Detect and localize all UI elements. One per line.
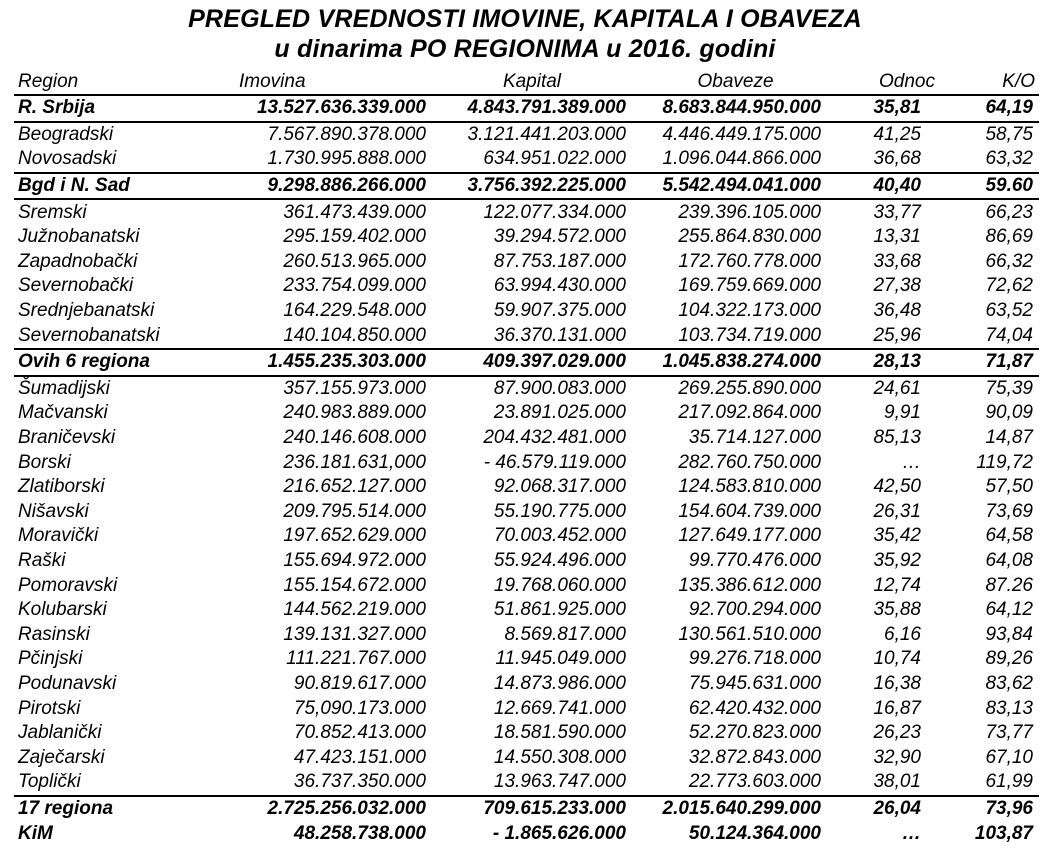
cell-region: 17 regiona — [18, 797, 114, 819]
table-row — [14, 225, 1039, 250]
cell-obaveze: 282.760.750.000 — [678, 451, 821, 473]
cell-ko: 89,26 — [985, 648, 1033, 670]
cell-kapital: 14.873.986.000 — [493, 672, 626, 694]
cell-region: Podunavski — [18, 672, 117, 694]
cell-imovina: 2.725.256.032.000 — [267, 797, 426, 819]
cell-imovina: 209.795.514.000 — [283, 500, 426, 522]
cell-imovina: 90.819.617.000 — [293, 672, 426, 694]
cell-odnoc: 13,31 — [873, 226, 921, 248]
cell-region: Pirotski — [18, 697, 81, 719]
cell-odnoc: 26,23 — [873, 722, 921, 744]
cell-odnoc: 26,31 — [873, 500, 921, 522]
cell-obaveze: 4.446.449.175.000 — [662, 123, 821, 145]
cell-kapital: 12.669.741.000 — [493, 697, 626, 719]
cell-region: Nišavski — [18, 500, 89, 522]
cell-region: Rasinski — [18, 623, 90, 645]
table-row — [14, 500, 1039, 525]
cell-obaveze: 8.683.844.950.000 — [632, 95, 839, 122]
cell-odnoc: 26,04 — [873, 797, 921, 819]
cell-region: Mačvanski — [18, 402, 108, 424]
cell-ko: 93,84 — [985, 623, 1033, 645]
table-row — [14, 349, 1039, 376]
table-row — [14, 573, 1039, 598]
cell-imovina: 236.181.631,000 — [283, 451, 426, 473]
cell-imovina: 295.159.402.000 — [283, 226, 426, 248]
table-row — [14, 122, 1039, 148]
table-row — [14, 475, 1039, 500]
table-row — [14, 323, 1039, 349]
cell-kapital: 19.768.060.000 — [493, 574, 626, 596]
cell-ko: 63,52 — [985, 300, 1033, 322]
cell-region: Raški — [18, 549, 66, 571]
cell-region: Bgd i N. Sad — [14, 173, 219, 200]
cell-obaveze: 99.276.718.000 — [688, 648, 821, 670]
cell-odnoc: 35,81 — [839, 95, 939, 122]
title-line-2: u dinarima PO REGIONIMA u 2016. godini — [274, 35, 776, 63]
cell-odnoc: 35,92 — [873, 549, 921, 571]
cell-kapital: 87.900.083.000 — [493, 377, 626, 399]
cell-imovina: 1.730.995.888.000 — [219, 147, 432, 173]
header-kapital: Kapital — [432, 70, 632, 95]
cell-obaveze: 22.773.603.000 — [632, 770, 839, 796]
cell-region: R. Srbija — [14, 95, 219, 122]
cell-region: Jablanički — [18, 722, 102, 744]
title-line-1: PREGLED VREDNOSTI IMOVINE, KAPITALA I OBAVEZA — [188, 5, 862, 33]
cell-obaveze: 103.734.719.000 — [632, 323, 839, 349]
cell-kapital: 3.121.441.203.000 — [467, 123, 626, 145]
cell-odnoc: 6,16 — [884, 623, 921, 645]
cell-kapital: 709.615.233.000 — [483, 797, 626, 819]
cell-obaveze: 172.760.778.000 — [678, 250, 821, 272]
cell-imovina: 36.737.350.000 — [219, 770, 432, 796]
cell-odnoc: 28,13 — [839, 349, 939, 376]
cell-ko: 58,75 — [985, 123, 1033, 145]
cell-ko: 73,77 — [985, 722, 1033, 744]
cell-imovina: 260.513.965.000 — [283, 250, 426, 272]
cell-region: Novosadski — [14, 147, 219, 173]
cell-ko: 64,19 — [939, 95, 1039, 122]
cell-obaveze: 32.872.843.000 — [688, 746, 821, 768]
cell-kapital: 11.945.049.000 — [495, 648, 626, 670]
cell-imovina: 7.567.890.378.000 — [267, 123, 426, 145]
cell-kapital: 4.843.791.389.000 — [432, 95, 632, 122]
header-obaveze: Obaveze — [632, 70, 839, 95]
cell-kapital: 59.907.375.000 — [493, 300, 626, 322]
cell-odnoc: 16,87 — [873, 697, 921, 719]
cell-odnoc: 25,96 — [839, 323, 939, 349]
header-ko: K/O — [939, 70, 1039, 95]
table-row — [14, 450, 1039, 475]
cell-kapital: 55.190.775.000 — [493, 500, 626, 522]
cell-imovina: 111.221.767.000 — [286, 648, 426, 670]
cell-odnoc: 10,74 — [873, 648, 921, 670]
cell-imovina: 47.423.151.000 — [293, 746, 426, 768]
cell-imovina: 140.104.850.000 — [219, 323, 432, 349]
cell-ko: 63,32 — [939, 147, 1039, 173]
table-row — [14, 745, 1039, 770]
cell-imovina: 70.852.413.000 — [293, 722, 426, 744]
table-row — [14, 622, 1039, 647]
cell-region: Sremski — [18, 201, 87, 223]
cell-ko: 61,99 — [939, 770, 1039, 796]
cell-odnoc: 40,40 — [839, 173, 939, 200]
cell-region: Severnobanatski — [14, 323, 219, 349]
cell-ko: 67,10 — [985, 746, 1033, 768]
cell-region: Pomoravski — [18, 574, 118, 596]
cell-ko: 59.60 — [939, 173, 1039, 200]
cell-kapital: - 1.865.626.000 — [492, 822, 626, 844]
cell-imovina: 240.983.889.000 — [283, 402, 426, 424]
cell-obaveze: 5.542.494.041.000 — [632, 173, 839, 200]
cell-kapital: 39.294.572.000 — [493, 226, 626, 248]
cell-obaveze: 75.945.631.000 — [688, 672, 821, 694]
cell-kapital: 23.891.025.000 — [493, 402, 626, 424]
table-row — [14, 524, 1039, 549]
cell-odnoc: 35,88 — [873, 599, 921, 621]
cell-odnoc: … — [902, 451, 921, 473]
cell-obaveze: 35.714.127.000 — [688, 427, 821, 449]
table-row — [14, 549, 1039, 574]
table-row — [14, 147, 1039, 173]
cell-ko: 74,04 — [939, 323, 1039, 349]
cell-ko: 57,50 — [985, 476, 1033, 498]
table-row — [14, 647, 1039, 672]
cell-odnoc: 24,61 — [873, 377, 921, 399]
cell-ko: 90,09 — [985, 402, 1033, 424]
cell-kapital: 18.581.590.000 — [493, 722, 626, 744]
cell-ko: 64,12 — [985, 599, 1033, 621]
table-body — [14, 95, 1039, 846]
cell-obaveze: 50.124.364.000 — [688, 822, 821, 844]
cell-imovina: 155.694.972.000 — [283, 549, 426, 571]
cell-kapital: 14.550.308.000 — [493, 746, 626, 768]
table-row — [14, 672, 1039, 697]
cell-region: KiM — [18, 822, 53, 844]
cell-obaveze: 154.604.739.000 — [678, 500, 821, 522]
cell-ko: 66,32 — [985, 250, 1033, 272]
cell-obaveze: 135.386.612.000 — [678, 574, 821, 596]
cell-kapital: 87.753.187.000 — [493, 250, 626, 272]
cell-imovina: 361.473.439.000 — [283, 201, 426, 223]
cell-odnoc: 36,48 — [873, 300, 921, 322]
cell-region: Šumadijski — [18, 377, 110, 399]
cell-kapital: 8.569.817.000 — [504, 623, 626, 645]
cell-imovina: 197.652.629.000 — [283, 525, 426, 547]
cell-imovina: 155.154.672.000 — [283, 574, 426, 596]
cell-ko: 64,58 — [985, 525, 1033, 547]
cell-ko: 83,13 — [985, 697, 1033, 719]
cell-region: Moravički — [18, 525, 99, 547]
table-row — [14, 199, 1039, 225]
cell-ko: 103,87 — [974, 822, 1033, 844]
cell-obaveze: 92.700.294.000 — [688, 599, 821, 621]
cell-ko: 73,69 — [985, 500, 1033, 522]
table-row — [14, 274, 1039, 299]
table-row — [14, 173, 1039, 200]
cell-ko: 83,62 — [985, 672, 1033, 694]
cell-kapital: 122.077.334.000 — [483, 201, 626, 223]
table-row — [14, 796, 1039, 822]
cell-odnoc: 41,25 — [873, 123, 921, 145]
cell-odnoc: 12,74 — [873, 574, 921, 596]
cell-ko: 72,62 — [985, 275, 1033, 297]
cell-region: Zlatiborski — [18, 476, 105, 498]
cell-region: Severnobački — [18, 275, 134, 297]
cell-kapital: 409.397.029.000 — [432, 349, 632, 376]
cell-kapital: 3.756.392.225.000 — [432, 173, 632, 200]
cell-ko: 87.26 — [985, 574, 1033, 596]
cell-region: Toplički — [14, 770, 219, 796]
cell-region: Beogradski — [18, 123, 114, 145]
cell-region: Zaječarski — [18, 746, 105, 768]
cell-ko: 64,08 — [985, 549, 1033, 571]
cell-obaveze: 127.649.177.000 — [678, 525, 821, 547]
cell-odnoc: … — [902, 822, 921, 844]
cell-region: Borski — [18, 451, 71, 473]
cell-obaveze: 255.864.830.000 — [678, 226, 821, 248]
table-row — [14, 250, 1039, 275]
cell-odnoc: 36,68 — [839, 147, 939, 173]
cell-odnoc: 85,13 — [873, 427, 921, 449]
cell-kapital: 92.068.317.000 — [493, 476, 626, 498]
cell-kapital: 13.963.747.000 — [432, 770, 632, 796]
table-row — [14, 299, 1039, 324]
cell-ko: 14,87 — [985, 427, 1033, 449]
cell-imovina: 240.146.608.000 — [283, 427, 426, 449]
table-row — [14, 770, 1039, 796]
cell-imovina: 1.455.235.303.000 — [219, 349, 432, 376]
table-header-row — [14, 70, 1039, 95]
cell-obaveze: 62.420.432.000 — [688, 697, 821, 719]
cell-obaveze: 130.561.510.000 — [678, 623, 821, 645]
cell-obaveze: 2.015.640.299.000 — [662, 797, 821, 819]
cell-imovina: 216.652.127.000 — [283, 476, 426, 498]
cell-odnoc: 9,91 — [884, 402, 921, 424]
table-row — [14, 821, 1039, 846]
cell-odnoc: 42,50 — [873, 476, 921, 498]
cell-kapital: 63.994.430.000 — [493, 275, 626, 297]
cell-obaveze: 217.092.864.000 — [678, 402, 821, 424]
header-imovina: Imovina — [219, 70, 432, 95]
table-row — [14, 401, 1039, 426]
cell-imovina: 233.754.099.000 — [283, 275, 426, 297]
cell-imovina: 75,090.173.000 — [293, 697, 426, 719]
cell-odnoc: 27,38 — [873, 275, 921, 297]
cell-odnoc: 16,38 — [873, 672, 921, 694]
cell-obaveze: 52.270.823.000 — [688, 722, 821, 744]
table-row — [14, 721, 1039, 746]
cell-obaveze: 1.045.838.274.000 — [632, 349, 839, 376]
cell-region: Kolubarski — [18, 599, 107, 621]
cell-region: Južnobanatski — [18, 226, 140, 248]
cell-kapital: 70.003.452.000 — [493, 525, 626, 547]
cell-imovina: 357.155.973.000 — [283, 377, 426, 399]
cell-region: Ovih 6 regiona — [14, 349, 219, 376]
cell-kapital: 36.370.131.000 — [432, 323, 632, 349]
cell-kapital: 204.432.481.000 — [483, 427, 626, 449]
cell-ko: 119,72 — [976, 451, 1033, 473]
cell-imovina: 164.229.548.000 — [283, 300, 426, 322]
header-region: Region — [14, 70, 219, 95]
cell-imovina: 139.131.327.000 — [283, 623, 426, 645]
table-row — [14, 696, 1039, 721]
cell-kapital: 55.924.496.000 — [493, 549, 626, 571]
cell-region: Pčinjski — [18, 648, 83, 670]
cell-imovina: 9.298.886.266.000 — [219, 173, 432, 200]
cell-obaveze: 269.255.890.000 — [678, 377, 821, 399]
cell-region: Srednjebanatski — [18, 300, 155, 322]
cell-kapital: 51.861.925.000 — [493, 599, 626, 621]
table-row — [14, 598, 1039, 623]
cell-imovina: 13.527.636.339.000 — [219, 95, 432, 122]
cell-ko: 86,69 — [985, 226, 1033, 248]
cell-odnoc: 38,01 — [839, 770, 939, 796]
cell-odnoc: 35,42 — [873, 525, 921, 547]
cell-odnoc: 32,90 — [873, 746, 921, 768]
cell-obaveze: 104.322.173.000 — [678, 300, 821, 322]
cell-ko: 73,96 — [985, 797, 1033, 819]
table-row — [14, 376, 1039, 402]
table-row — [14, 95, 1039, 122]
cell-region: Braničevski — [18, 427, 116, 449]
cell-obaveze: 124.583.810.000 — [678, 476, 821, 498]
cell-ko: 66,23 — [985, 201, 1033, 223]
cell-odnoc: 33,77 — [873, 201, 921, 223]
cell-kapital: 634.951.022.000 — [432, 147, 632, 173]
cell-kapital: - 46.579.119.000 — [483, 451, 626, 473]
region-table — [14, 70, 1039, 846]
cell-obaveze: 99.770.476.000 — [688, 549, 821, 571]
cell-obaveze: 1.096.044.866.000 — [632, 147, 839, 173]
cell-obaveze: 239.396.105.000 — [678, 201, 821, 223]
cell-ko: 75,39 — [985, 377, 1033, 399]
cell-region: Zapadnobački — [18, 250, 138, 272]
header-odnoc: Odnoc — [839, 70, 939, 95]
table-row — [14, 426, 1039, 451]
cell-ko: 71,87 — [939, 349, 1039, 376]
cell-obaveze: 169.759.669.000 — [678, 275, 821, 297]
cell-imovina: 144.562.219.000 — [283, 599, 426, 621]
cell-odnoc: 33,68 — [873, 250, 921, 272]
cell-imovina: 48.258.738.000 — [293, 822, 426, 844]
